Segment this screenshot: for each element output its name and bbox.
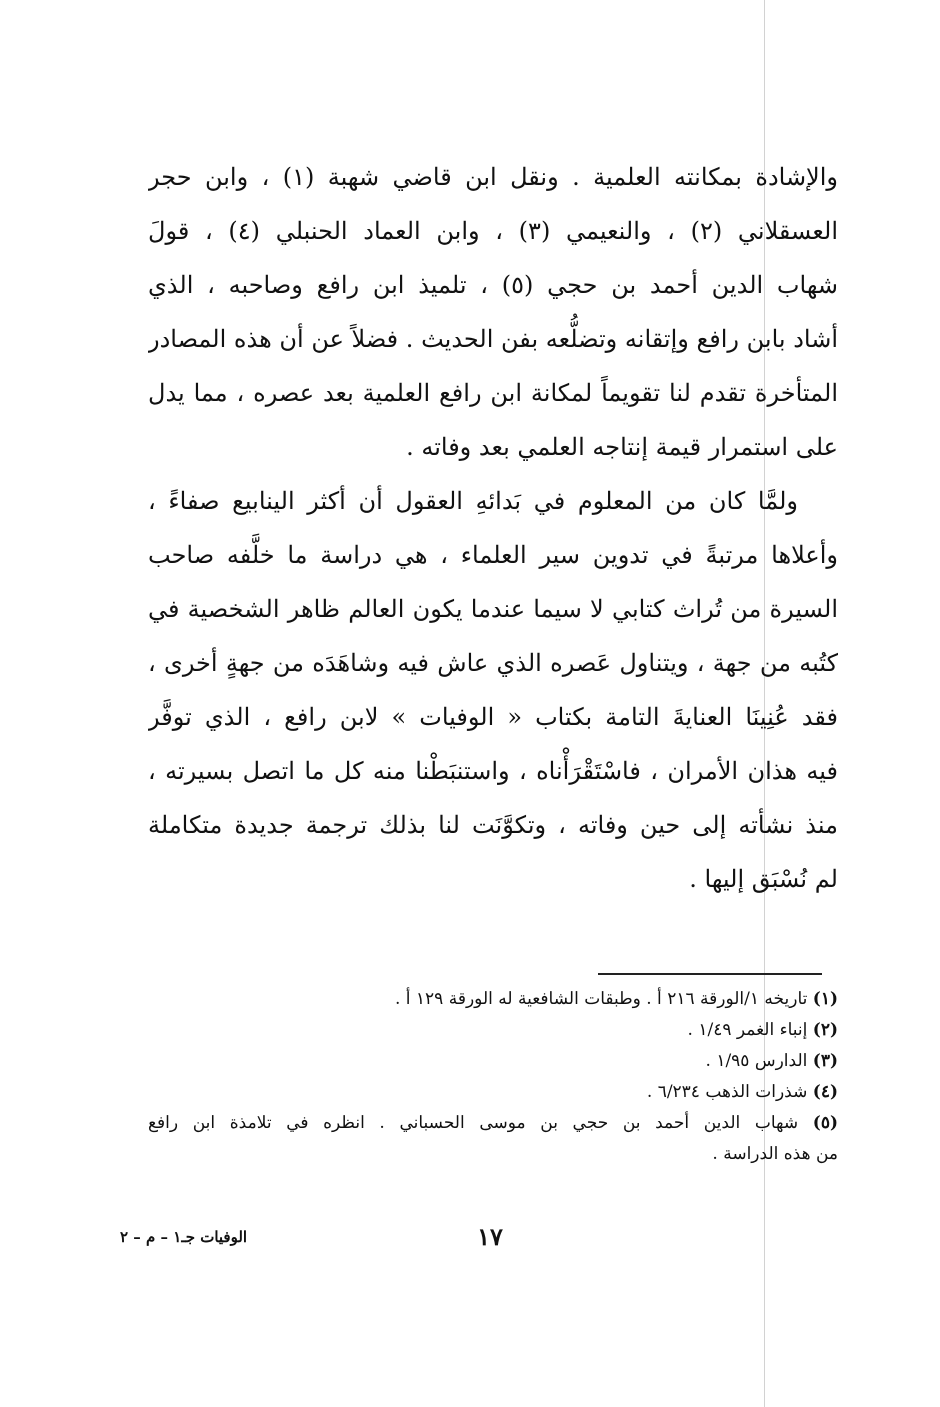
- page-number: ١٧: [477, 1222, 503, 1251]
- body-line: منذ نشأته إلى حين وفاته ، وتكوَّنَت لنا بذلك ترجمة جديدة متكاملة: [148, 811, 838, 839]
- body-line: لم نُسْبَق إليها .: [689, 865, 838, 893]
- footnote-item: [148, 1077, 838, 1108]
- footnote-number: (٢): [812, 1020, 838, 1040]
- footnote-text: شهاب الدين أحمد بن حجي بن موسى الحسباني . انظره في تلامذة ابن رافع: [148, 1113, 799, 1133]
- body-line: وأعلاها مرتبةً في تدوين سير العلماء ، هي دراسة ما خلَّفه صاحب: [148, 541, 838, 569]
- footnote-number: (٥): [812, 1113, 838, 1133]
- footnotes: [148, 984, 838, 1170]
- footnote-continuation: [148, 1139, 838, 1170]
- footnote-text: شذرات الذهب ٦/٢٣٤ .: [646, 1082, 808, 1102]
- body-line: السيرة من تُراث كتابي لا سيما عندما يكون العالم ظاهر الشخصية في: [148, 595, 838, 623]
- footnote-item: [148, 1015, 838, 1046]
- footnote-number: (٤): [812, 1082, 838, 1102]
- body-line: على استمرار قيمة إنتاجه العلمي بعد وفاته .: [406, 433, 838, 461]
- body-line: أشاد بابن رافع وإتقانه وتضلُّعه بفن الحديث . فضلاً عن أن هذه المصادر: [148, 325, 838, 353]
- body-line: والإشادة بمكانته العلمية . ونقل ابن قاضي شهبة (١) ، وابن حجر: [148, 163, 838, 191]
- footnote-text: من هذه الدراسة .: [712, 1144, 838, 1164]
- footnote-separator: [598, 973, 822, 975]
- footnote-text: الدارس ١/٩٥ .: [705, 1051, 808, 1071]
- footnote-number: (٣): [812, 1051, 838, 1071]
- body-line: المتأخرة تقدم لنا تقويماً لمكانة ابن رافع العلمية بعد عصره ، مما يدل: [148, 379, 838, 407]
- body-line: فقد عُنِينَا العنايةَ التامة بكتاب « الوفيات » لابن رافع ، الذي توفَّر: [148, 703, 838, 731]
- printer-signature: الوفيات جـ١ – م – ٢: [120, 1228, 248, 1246]
- footnote-number: (١): [812, 989, 838, 1009]
- body-line: العسقلاني (٢) ، والنعيمي (٣) ، وابن العماد الحنبلي (٤) ، قولَ: [148, 217, 838, 245]
- footnote-item: [148, 1108, 838, 1139]
- main-body-text: [148, 150, 838, 906]
- body-line: فيه هذان الأمران ، فاسْتَقْرَأْناه ، واستنبَطْنا منه كل ما اتصل بسيرته ،: [148, 757, 838, 785]
- footnote-text: إنباء الغمر ١/٤٩ .: [687, 1020, 808, 1040]
- footnote-item: [148, 1046, 838, 1077]
- body-line: ولمَّا كان من المعلوم في بَدائهِ العقول أن أكثر الينابيع صفاءً ،: [148, 487, 798, 515]
- footnote-text: تاريخه ١/الورقة ٢١٦ أ . وطبقات الشافعية له الورقة ١٢٩ أ .: [394, 989, 808, 1009]
- footnote-item: [148, 984, 838, 1015]
- body-line: شهاب الدين أحمد بن حجي (٥) ، تلميذ ابن رافع وصاحبه ، الذي: [148, 271, 838, 299]
- body-line: كتُبه من جهة ، ويتناول عَصره الذي عاش فيه وشاهَدَه من جهةٍ أخرى ،: [148, 649, 838, 677]
